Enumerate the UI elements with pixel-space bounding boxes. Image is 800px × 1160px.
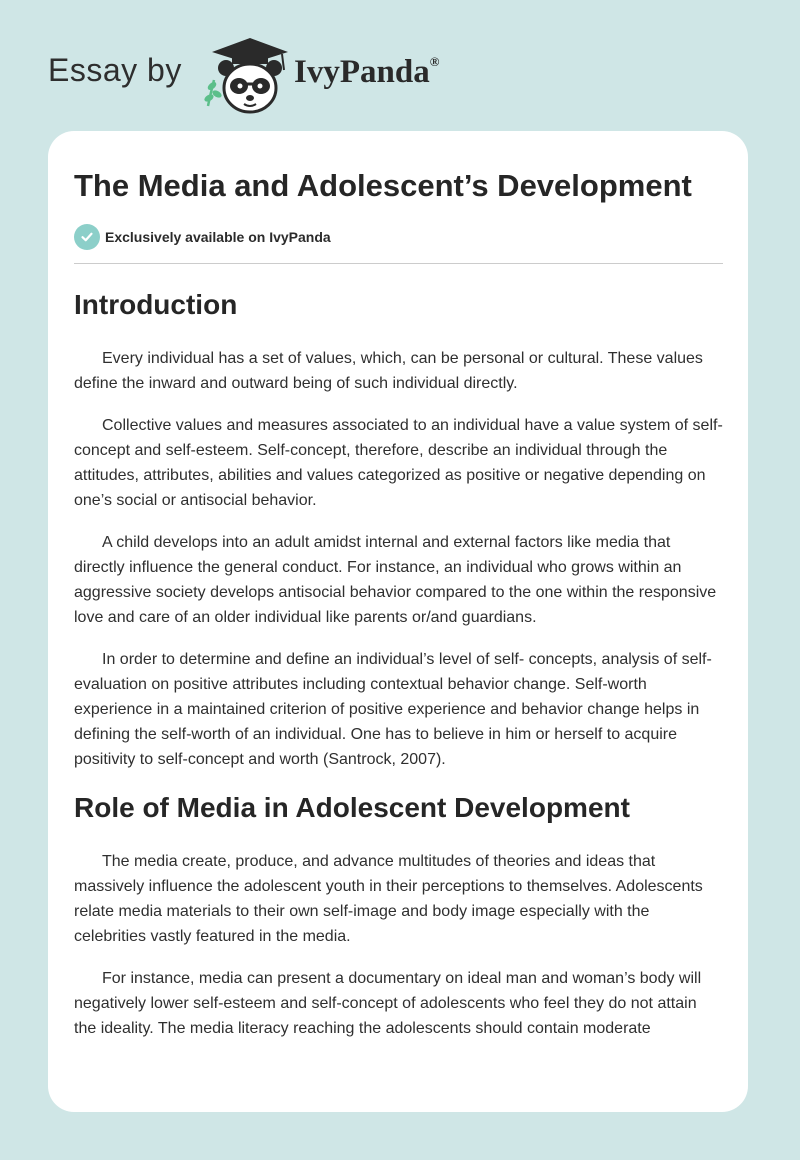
panda-logo-icon[interactable]	[202, 36, 292, 116]
paragraph: The media create, produce, and advance multitudes of theories and ideas that massively influence the adolescent youth in their perceptions to themselves. Adolescents relate media materials to their own self-image and body image especially with the celebrities vastly featured in the media.	[74, 853, 703, 945]
registered-mark: ®	[429, 54, 440, 69]
brand-name: IvyPanda	[294, 54, 430, 90]
essay-by-label: Essay by	[48, 52, 182, 88]
essay-card	[48, 131, 748, 1112]
exclusive-badge	[74, 224, 723, 250]
paragraph: For instance, media can present a documentary on ideal man and woman’s body will negatively lower self-esteem and self-concept of adolescents who feel they do not attain the ideality. The media literacy reaching the adolescents should contain moderate	[74, 970, 702, 1037]
paragraph: A child develops into an adult amidst internal and external factors like media that directly influence the general conduct. For instance, an individual who grows within an aggressive society develops antisocial behavior compared to the one within the responsive love and care of an older individual like parents or/and guardians.	[74, 534, 717, 626]
check-circle-icon	[74, 224, 100, 250]
paragraph: Every individual has a set of values, which, can be personal or cultural. These values define the inward and outward being of such individual directly.	[74, 350, 703, 392]
brand-logotype[interactable]	[294, 54, 439, 91]
section-heading-introduction: Introduction	[74, 289, 238, 320]
paragraph: In order to determine and define an individual’s level of self- concepts, analysis of self-evaluation on positive attributes including contextual behavior change. Self-worth experience in a maintained criterion of positive experience and behavior change helps in defining the self-worth of an individual. One has to believe in him or herself to acquire positivity to self-concept and worth (Santrock, 2007).	[74, 651, 712, 768]
essay-content	[74, 165, 723, 1041]
section-heading-role-of-media: Role of Media in Adolescent Development	[74, 792, 630, 823]
paragraph: Collective values and measures associated to an individual have a value system of self-concept and self-esteem. Self-concept, therefore, describe an individual through the attitudes, attributes, abilities and values categorized as positive or negative depending on one’s social or antisocial behavior.	[74, 417, 723, 509]
site-header	[48, 30, 748, 120]
title-divider	[74, 263, 723, 264]
exclusive-badge-label: Exclusively available on IvyPanda	[105, 229, 331, 245]
page-title: The Media and Adolescent’s Development	[74, 168, 692, 203]
